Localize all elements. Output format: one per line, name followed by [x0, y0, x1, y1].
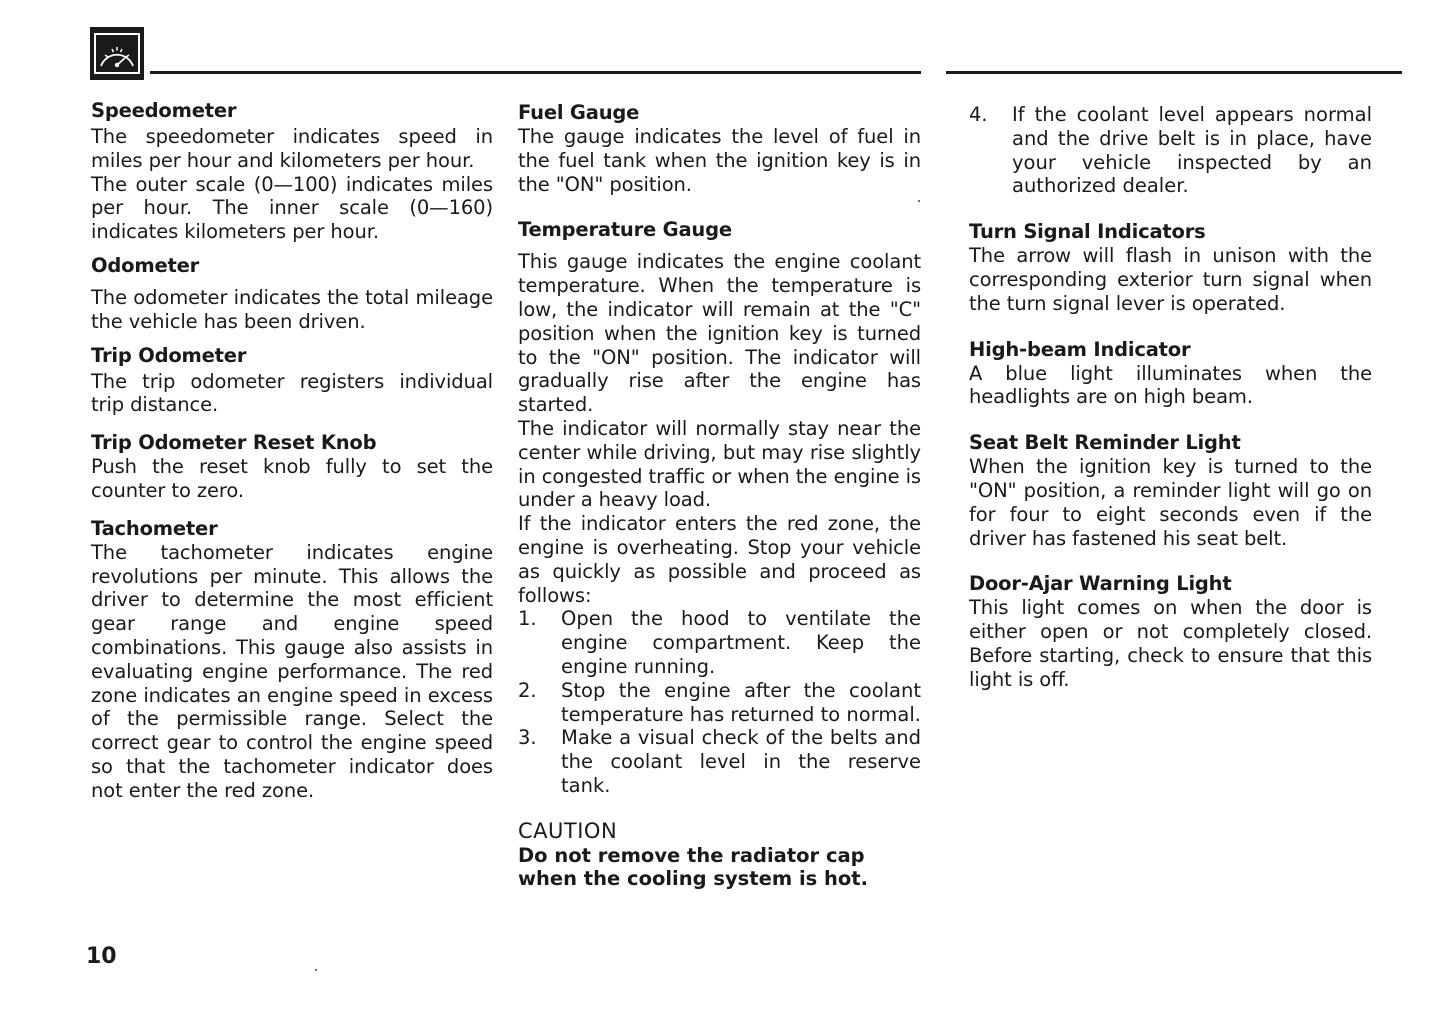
- header-rule-right: [946, 71, 1402, 74]
- door-ajar-text: This light comes on when the door is either open or not completely closed. Before starting, check to ensure that this light is off.: [969, 596, 1372, 691]
- temperature-gauge-text-2: The indicator will normally stay near the center while driving, but may rise slightly in congested traffic or when the engine is under a heavy load.: [518, 416, 921, 512]
- header-rule-left: [150, 71, 921, 74]
- step-number: 3.: [518, 726, 537, 750]
- speedometer-icon: [90, 27, 144, 80]
- seat-belt-section: [969, 431, 1372, 550]
- seat-belt-heading: Seat Belt Reminder Light: [969, 431, 1241, 455]
- odometer-section: [91, 254, 493, 334]
- high-beam-text: A blue light illuminates when the headlights are on high beam.: [969, 361, 1372, 409]
- speedometer-text-1: The speedometer indicates speed in miles per hour and kilometers per hour.: [91, 125, 493, 172]
- tachometer-text: The tachometer indicates engine revolutions per minute. This allows the driver to determine the most efficient gear range and engine speed combinations. This gauge also assists in evaluating engine performance. The red zone indicates an engine speed in excess of the permissible range. Select the correct gear to control the engine speed so that the tachometer indicator does not enter the red zone.: [91, 540, 493, 802]
- column-1: [91, 99, 493, 803]
- list-item: [518, 607, 921, 678]
- turn-signal-heading: Turn Signal Indicators: [969, 220, 1206, 244]
- step-text: Make a visual check of the belts and the coolant level in the reserve tank.: [561, 726, 921, 797]
- list-item: [518, 726, 921, 797]
- caution-title: CAUTION: [518, 818, 618, 843]
- high-beam-heading: High-beam Indicator: [969, 337, 1191, 361]
- tachometer-heading: Tachometer: [91, 516, 218, 540]
- reset-knob-heading: Trip Odometer Reset Knob: [91, 431, 377, 455]
- fuel-gauge-text: The gauge indicates the level of fuel in the fuel tank when the ignition key is in the "ON" position.: [518, 125, 921, 196]
- speedometer-text-2: The outer scale (0—100) indicates miles per hour. The inner scale (0—160) indicates kilometers per hour.: [91, 172, 493, 244]
- scan-speck: [315, 969, 317, 971]
- odometer-heading: Odometer: [91, 253, 200, 277]
- temperature-gauge-text-1: This gauge indicates the engine coolant temperature. When the temperature is low, the indicator will remain at the "C" position when the ignition key is turned to the "ON" position. The indicator will gradually rise after the engine has started.: [518, 250, 921, 417]
- reset-knob-text: Push the reset knob fully to set the counter to zero.: [91, 455, 493, 502]
- step-number: 1.: [518, 607, 537, 631]
- speedometer-heading: Speedometer: [91, 99, 237, 122]
- caution-section: [518, 820, 921, 891]
- column-3: [969, 103, 1372, 692]
- step-text: If the coolant level appears normal and the drive belt is in place, have your vehicle inspected by an authorized dealer.: [1012, 103, 1372, 198]
- odometer-text: The odometer indicates the total mileage the vehicle has been driven.: [91, 285, 493, 333]
- turn-signal-section: [969, 220, 1372, 315]
- turn-signal-text: The arrow will flash in unison with the corresponding exterior turn signal when the turn signal lever is operated.: [969, 244, 1372, 315]
- list-item: [518, 679, 921, 727]
- column-2: [518, 101, 921, 891]
- step-text: Open the hood to ventilate the engine compartment. Keep the engine running.: [561, 607, 921, 678]
- step-number: 4.: [969, 103, 988, 126]
- temperature-gauge-heading: Temperature Gauge: [518, 218, 732, 242]
- temperature-gauge-text-3: If the indicator enters the red zone, the engine is overheating. Stop your vehicle as quickly as possible and proceed as follows:: [518, 512, 921, 607]
- seat-belt-text: When the ignition key is turned to the "ON" position, a reminder light will go on for four to eight seconds even if the driver has fastened his seat belt.: [969, 455, 1372, 550]
- overheat-steps: [518, 607, 921, 797]
- fuel-gauge-section: [518, 101, 921, 196]
- reset-knob-section: [91, 431, 493, 503]
- caution-text: Do not remove the radiator cap when the cooling system is hot.: [518, 843, 869, 891]
- tachometer-section: [91, 517, 493, 803]
- temperature-gauge-section: [518, 218, 921, 797]
- fuel-gauge-heading: Fuel Gauge: [518, 101, 640, 124]
- step-text: Stop the engine after the coolant temperature has returned to normal.: [561, 678, 921, 726]
- door-ajar-heading: Door-Ajar Warning Light: [969, 572, 1232, 596]
- step-number: 2.: [518, 678, 537, 702]
- trip-odometer-text: The trip odometer registers individual trip distance.: [91, 369, 493, 417]
- scan-speck: [918, 200, 920, 202]
- page-number: 10: [86, 944, 117, 969]
- high-beam-section: [969, 338, 1372, 410]
- speedometer-section: [91, 99, 493, 244]
- trip-odometer-section: [91, 344, 493, 418]
- trip-odometer-heading: Trip Odometer: [91, 343, 247, 367]
- door-ajar-section: [969, 572, 1372, 691]
- list-item: [969, 103, 1372, 198]
